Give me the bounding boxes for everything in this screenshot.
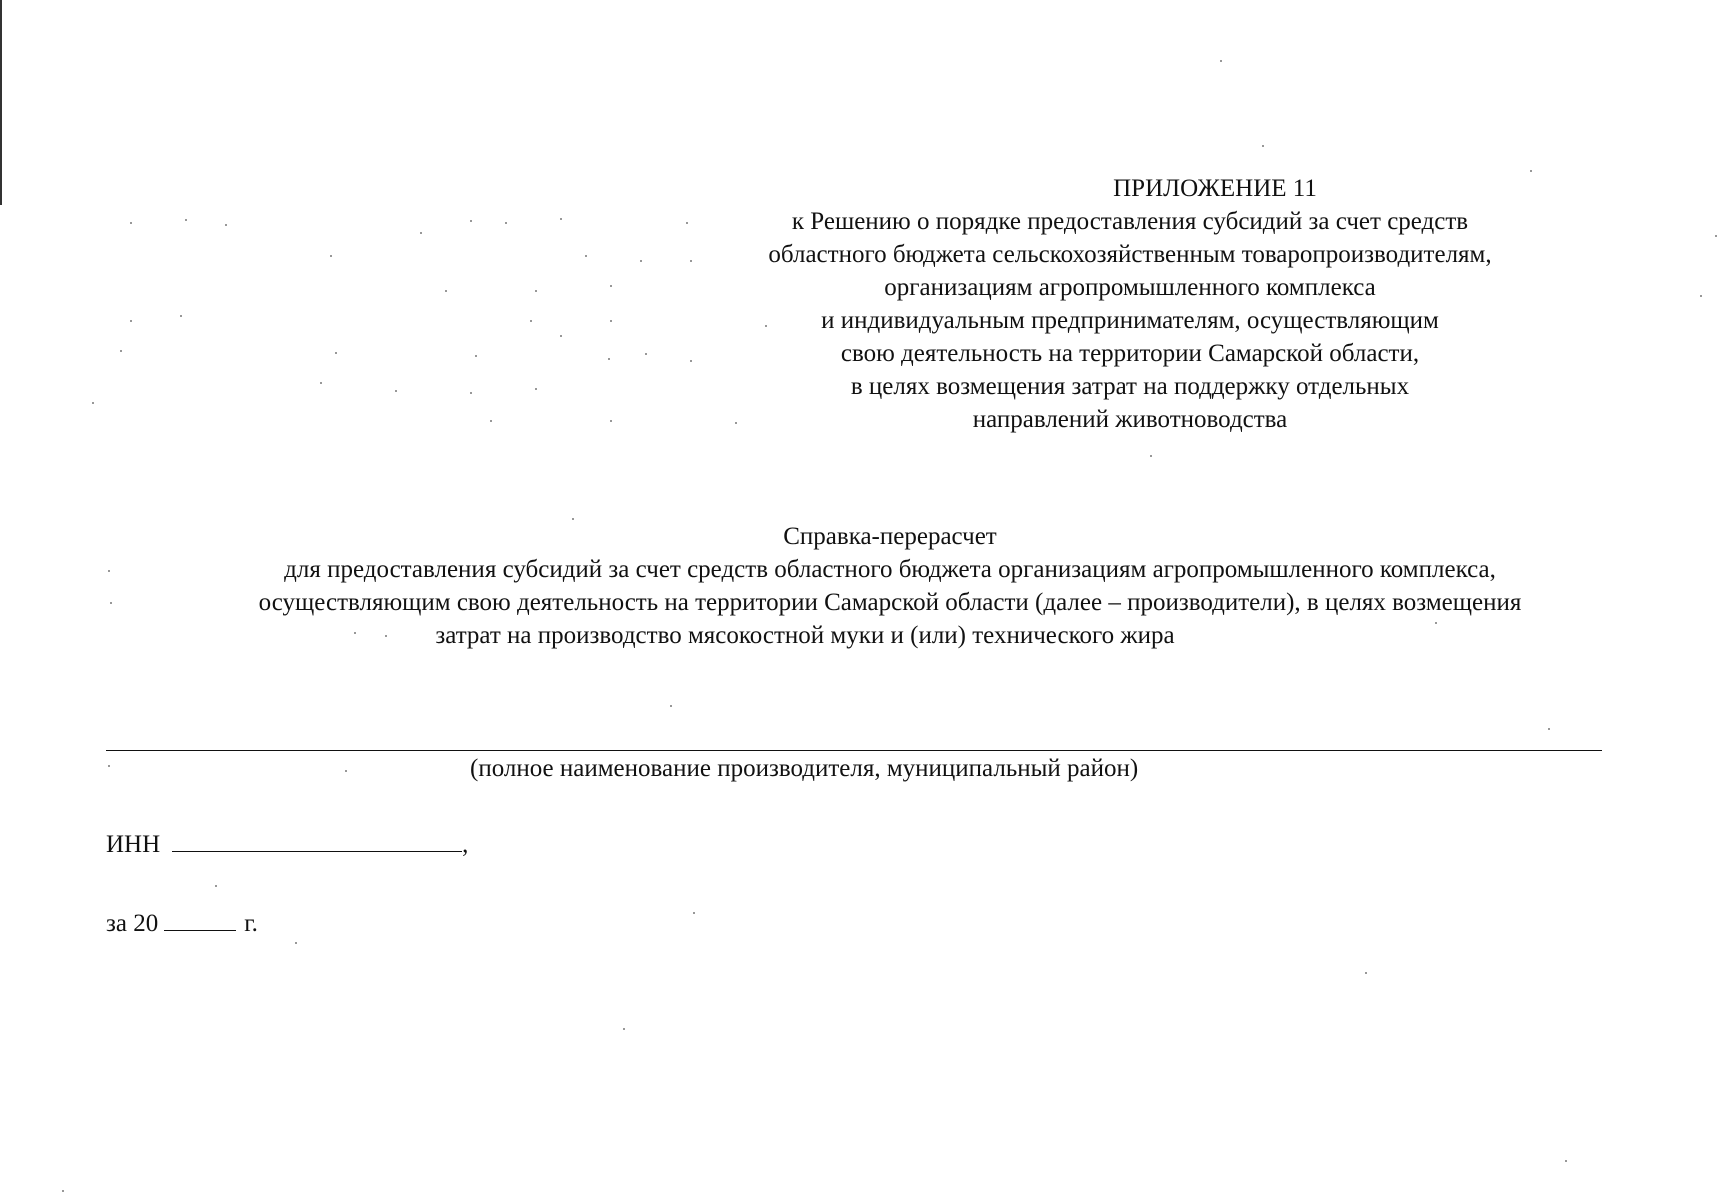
year-prefix: за 20 bbox=[106, 910, 159, 937]
year-row bbox=[106, 906, 258, 940]
document-title: Справка-перерасчет bbox=[783, 523, 997, 550]
appendix-title: ПРИЛОЖЕНИЕ 11 bbox=[1113, 175, 1317, 202]
appendix-line: и индивидуальным предпринимателям, осуществляющим bbox=[821, 307, 1439, 334]
year-field[interactable] bbox=[164, 906, 236, 931]
appendix-line: в целях возмещения затрат на поддержку отдельных bbox=[850, 373, 1410, 400]
inn-label: ИНН bbox=[106, 831, 161, 858]
document-subtitle-line: затрат на производство мясокостной муки и (или) технического жира bbox=[435, 622, 1175, 649]
appendix-header bbox=[700, 172, 1560, 436]
year-suffix: г. bbox=[244, 910, 258, 937]
producer-name-caption: (полное наименование производителя, муниципальный район) bbox=[470, 755, 1139, 782]
inn-row bbox=[106, 827, 468, 861]
inn-field[interactable] bbox=[172, 827, 462, 852]
inn-trailing-comma: , bbox=[462, 831, 469, 858]
producer-name-field[interactable] bbox=[106, 750, 1602, 751]
scan-border bbox=[0, 0, 2, 205]
appendix-line: свою деятельность на территории Самарской области, bbox=[840, 340, 1420, 367]
appendix-line: направлений животноводства bbox=[972, 406, 1288, 433]
document-subtitle-line: для предоставления субсидий за счет средств областного бюджета организациям агропромышленного комплекса, bbox=[284, 556, 1496, 583]
appendix-line: к Решению о порядке предоставления субсидий за счет средств bbox=[791, 208, 1469, 235]
appendix-line: областного бюджета сельскохозяйственным товаропроизводителям, bbox=[768, 241, 1492, 268]
document-subtitle-line: осуществляющим свою деятельность на территории Самарской области (далее – производители), в целях возмещения bbox=[258, 589, 1522, 616]
document-heading bbox=[100, 520, 1680, 652]
appendix-line: организациям агропромышленного комплекса bbox=[884, 274, 1376, 301]
